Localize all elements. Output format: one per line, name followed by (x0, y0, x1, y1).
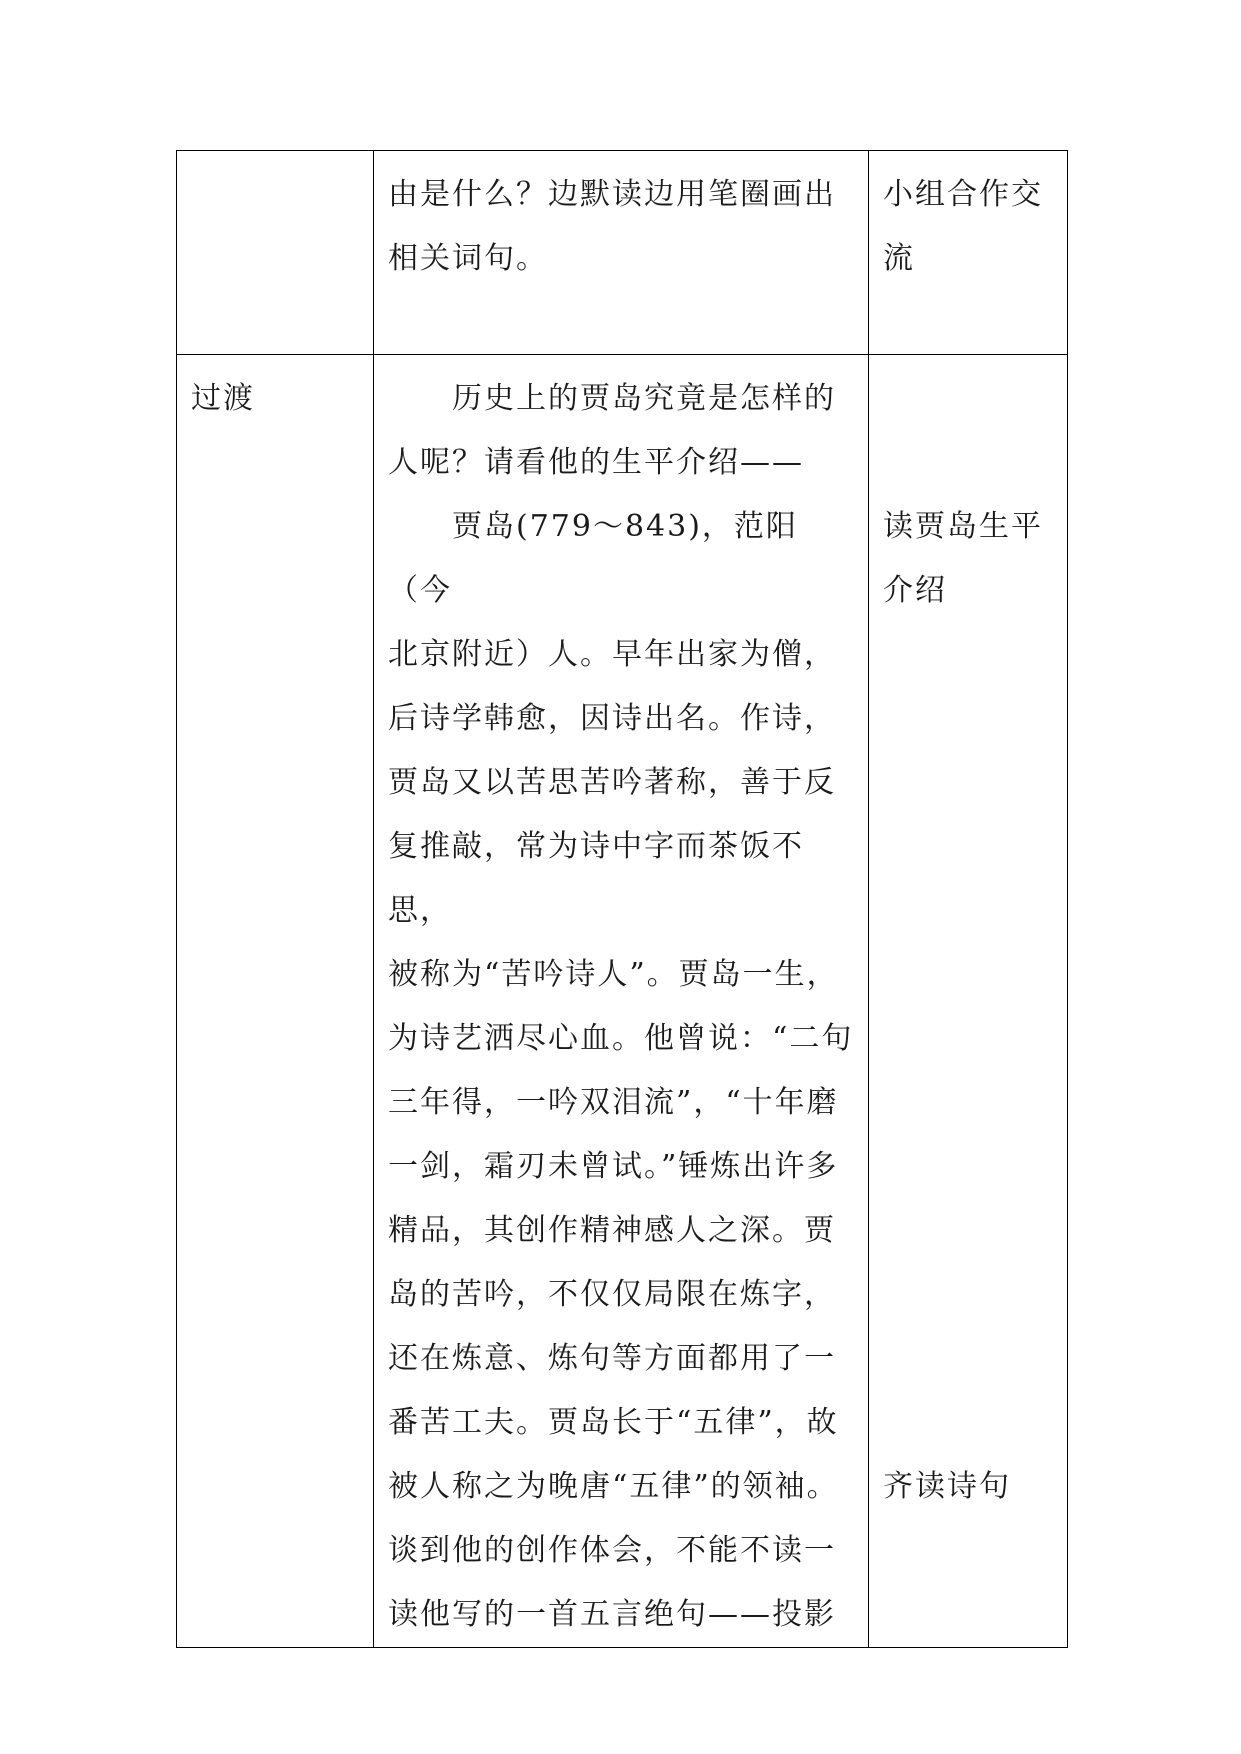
content-line: 一剑，霜刃未曾试。”锤炼出许多 (388, 1149, 839, 1184)
activity-line: 流 (883, 241, 915, 276)
content-line: 读他写的一首五言绝句——投影 (388, 1597, 836, 1632)
content-line: 相关词句。 (388, 241, 548, 276)
content-text (374, 355, 868, 1647)
content-line: 贾岛又以苦思苦吟著称，善于反 (388, 765, 836, 800)
content-cell (374, 355, 869, 1648)
content-line: 被称为“苦吟诗人”。贾岛一生， (388, 957, 839, 992)
content-line: 贾岛(779～843)，范阳（今 (388, 509, 798, 608)
activity-cell (869, 355, 1068, 1648)
content-line: 被人称之为晚唐“五律”的领袖。 (388, 1469, 839, 1504)
content-text (374, 151, 868, 291)
stage-cell (177, 151, 374, 355)
activity-line: 齐读诗句 (883, 1469, 1011, 1504)
table-row (177, 355, 1068, 1648)
content-line: 番苦工夫。贾岛长于“五律”，故 (388, 1405, 839, 1440)
stage-label: 过渡 (191, 381, 255, 416)
activity-text (869, 355, 1067, 1519)
content-line: 复推敲，常为诗中字而茶饭不思， (388, 829, 804, 928)
content-line: 三年得，一吟双泪流”，“十年磨 (388, 1085, 839, 1120)
lesson-plan-table (176, 150, 1068, 1648)
content-line: 历史上的贾岛究竟是怎样的 (452, 381, 836, 416)
activity-cell (869, 151, 1068, 355)
content-line: 人呢？请看他的生平介绍—— (388, 445, 804, 480)
content-line: 北京附近）人。早年出家为僧， (388, 637, 836, 672)
content-line: 后诗学韩愈，因诗出名。作诗， (388, 701, 836, 736)
content-cell (374, 151, 869, 355)
activity-line: 读贾岛生平 (883, 509, 1043, 544)
stage-label (177, 151, 373, 163)
content-line: 谈到他的创作体会，不能不读一 (388, 1533, 836, 1568)
content-line: 岛的苦吟，不仅仅局限在炼字， (388, 1277, 836, 1312)
activity-line: 小组合作交 (883, 177, 1043, 212)
activity-text (869, 151, 1067, 291)
stage-cell (177, 355, 374, 1648)
table-row (177, 151, 1068, 355)
content-line: 精品，其创作精神感人之深。贾 (388, 1213, 836, 1248)
content-line: 为诗艺洒尽心血。他曾说：“二句 (388, 1021, 854, 1056)
content-line: 由是什么？边默读边用笔圈画出 (388, 177, 836, 212)
activity-line: 介绍 (883, 573, 947, 608)
content-line: 还在炼意、炼句等方面都用了一 (388, 1341, 836, 1376)
